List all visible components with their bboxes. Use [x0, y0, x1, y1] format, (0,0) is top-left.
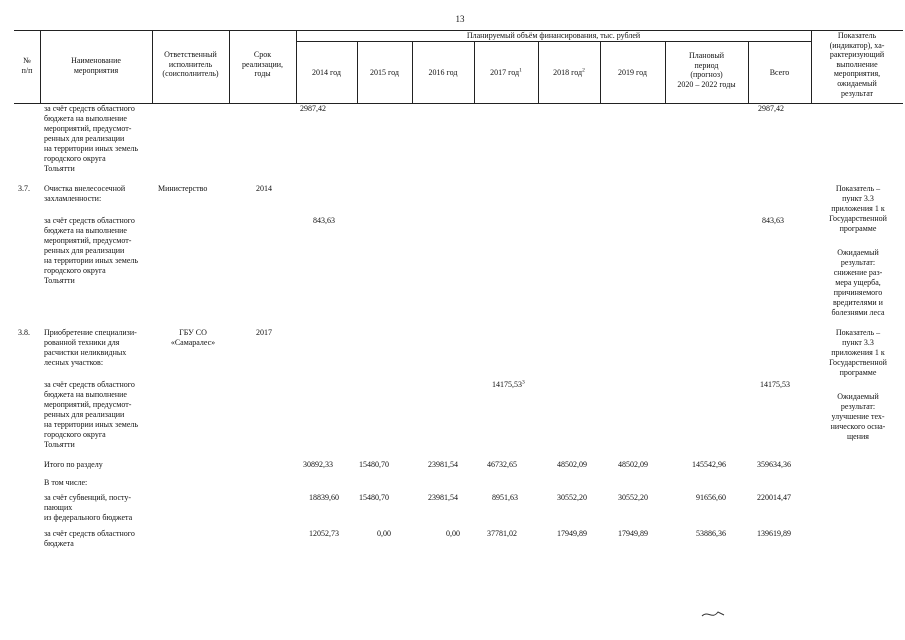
regional-row-2016: 0,00 — [446, 529, 460, 538]
including-label: В том числе: — [44, 478, 88, 487]
row-continuation-total: 2987,42 — [758, 104, 784, 113]
header-2017: 2017 год$^1$ — [490, 67, 522, 77]
row-3-7-term: 2014 — [256, 184, 272, 193]
subvention-row-2019: 30552,20 — [618, 493, 648, 502]
subvention-row-2017: 8951,63 — [492, 493, 518, 502]
header-2018: 2018 год$^2$ — [553, 67, 585, 77]
total-row-2016: 23981,54 — [428, 460, 458, 469]
regional-row-label: за счёт средств областного бюджета — [44, 529, 135, 548]
col-divider — [296, 30, 297, 103]
total-row-total: 359634,36 — [757, 460, 791, 469]
header-total: Всего — [769, 68, 790, 77]
total-row-2019: 48502,09 — [618, 460, 648, 469]
subvention-row-2015: 15480,70 — [359, 493, 389, 502]
header-indicator: Показатель (индикатор), ха- рактеризующий выполнение мероприятия, ожидаемый результат — [829, 31, 885, 98]
row-3-7-sub-name: за счёт средств областного бюджета на выполнение мероприятий, предусмот- ренных для реализации на территории иных земель городского округа Тольятти — [44, 216, 139, 285]
row-3-7-number: 3.7. — [18, 184, 30, 193]
total-row-2017: 46732,65 — [487, 460, 517, 469]
total-row-plan: 145542,96 — [692, 460, 726, 469]
row-3-8-result: Ожидаемый результат: улучшение тех- нического осна- щения — [830, 392, 886, 441]
header-col-no: № п/п — [21, 56, 33, 75]
header-col-name: Наименование мероприятия — [71, 56, 121, 75]
signature-mark — [700, 606, 726, 622]
subvention-row-2014: 18839,60 — [309, 493, 339, 502]
regional-row-plan: 53886,36 — [696, 529, 726, 538]
total-row-2018: 48502,09 — [557, 460, 587, 469]
subvention-row-label: за счёт субвенций, посту- пающих из федерального бюджета — [44, 493, 133, 522]
regional-row-2019: 17949,89 — [618, 529, 648, 538]
regional-row-2017: 37781,02 — [487, 529, 517, 538]
row-3-8-indicator: Показатель – пункт 3.3 приложения 1 к Государственной программе — [829, 328, 887, 377]
header-col-responsible: Ответственный исполнитель (соисполнитель) — [162, 50, 219, 79]
regional-row-2014: 12052,73 — [309, 529, 339, 538]
funding-group-divider — [296, 41, 811, 42]
regional-row-2015: 0,00 — [377, 529, 391, 538]
row-3-8-total: 14175,53 — [760, 380, 790, 389]
regional-row-2018: 17949,89 — [557, 529, 587, 538]
row-3-8-2017: 14175,53$^3$ — [492, 379, 525, 389]
page-number: 13 — [455, 14, 465, 24]
total-row-2014: 30892,33 — [303, 460, 333, 469]
total-row-2015: 15480,70 — [359, 460, 389, 469]
row-3-7-total: 843,63 — [762, 216, 784, 225]
subvention-row-2018: 30552,20 — [557, 493, 587, 502]
row-3-7-result: Ожидаемый результат: снижение раз- мера ущерба, причиняемого вредителями и болезнями леса — [831, 248, 885, 317]
row-3-8-term: 2017 — [256, 328, 272, 337]
header-plan-period: Плановый период (прогноз) 2020 – 2022 годы — [677, 51, 736, 89]
header-col-term: Срок реализации, годы — [241, 50, 284, 79]
header-2016: 2016 год — [428, 68, 458, 77]
row-3-8-sub-name: за счёт средств областного бюджета на выполнение мероприятий, предусмот- ренных для реализации на территории иных земель городского округа Тольятти — [44, 380, 139, 449]
regional-row-total: 139619,89 — [757, 529, 791, 538]
row-3-8-responsible: ГБУ СО «Самаралес» — [170, 328, 216, 347]
row-3-7-indicator: Показатель – пункт 3.3 приложения 1 к Государственной программе — [829, 184, 887, 233]
row-3-8-name: Приобретение специализи- рованной техники для расчистки неликвидных лесных участков: — [44, 328, 137, 367]
subvention-row-total: 220014,47 — [757, 493, 791, 502]
row-3-7-name: Очистка внелесосечной захламленности: — [44, 184, 126, 203]
header-2014: 2014 год — [312, 68, 341, 77]
subvention-row-plan: 91656,60 — [696, 493, 726, 502]
row-3-7-responsible: Министерство — [158, 184, 208, 193]
total-row-label: Итого по разделу — [44, 460, 103, 469]
header-funding-group: Планируемый объём финансирования, тыс. рублей — [466, 31, 641, 40]
row-3-7-2014: 843,63 — [313, 216, 335, 225]
subvention-row-2016: 23981,54 — [428, 493, 458, 502]
row-continuation-name: за счёт средств областного бюджета на выполнение мероприятий, предусмот- ренных для реализации на территории иных земель городского округа Тольятти — [44, 104, 139, 173]
row-3-8-number: 3.8. — [18, 328, 30, 337]
header-2019: 2019 год — [618, 68, 647, 77]
header-2015: 2015 год — [370, 68, 399, 77]
row-continuation-2014: 2987,42 — [300, 104, 326, 113]
